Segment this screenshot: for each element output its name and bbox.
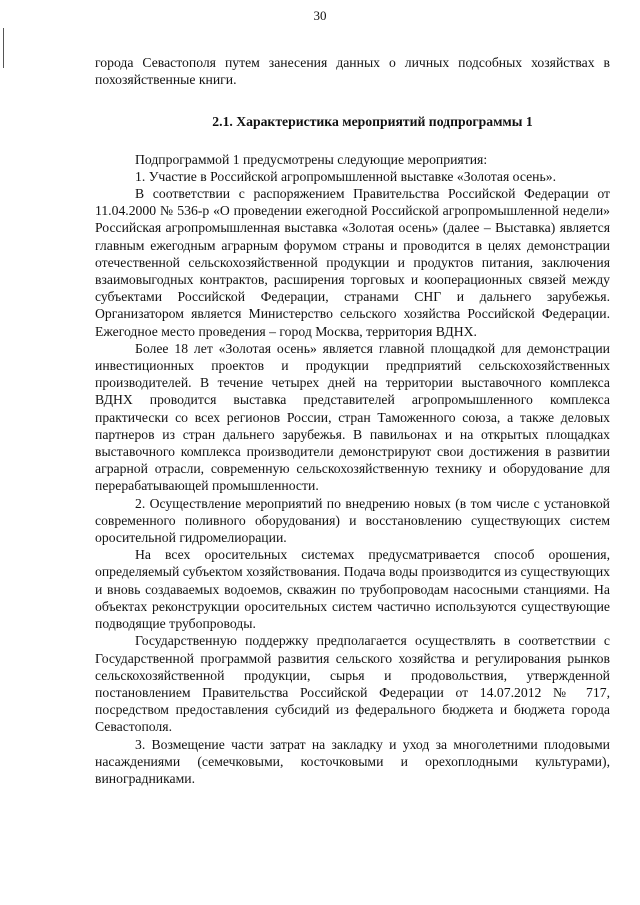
paragraph-exhibition-history: Более 18 лет «Золотая осень» является главной площадкой для демонстрации инвестиционных проектов и продукции предприятий сельскохозяйственных производителей. В течение четырех дней на территории выставочного комплекса ВДНХ проводится выставка представителей агропромышленного комплекса практически со всех регионов России, стран Таможенного союза, а также деловых партнеров из стран дальнего зарубежья. В павильонах и на открытых площадках выставочного комплекса производители демонстрируют свои достижения в развитии аграрной отрасли, современную сельскохозяйственную технику и оборудование для перерабатывающей промышленности. — [95, 340, 610, 494]
paragraph-irrigation: На всех оросительных системах предусматривается способ орошения, определяемый субъектом хозяйствования. Подача воды производится из существующих и вновь создаваемых водоемов, скважин по трубопроводам насосными станциями. На объектах реконструкции оросительных систем частично используются существующие подводящие трубопроводы. — [95, 547, 610, 632]
paragraph-item-3: 3. Возмещение части затрат на закладку и уход за многолетними плодовыми насаждениями (семечковыми, косточковыми и орехоплодными культурами), виноградниками. — [95, 736, 610, 786]
paragraph-item-2: 2. Осуществление мероприятий по внедрению новых (в том числе с установкой современного поливного оборудования) и восстановлению существующих систем оросительной гидромелиорации. — [95, 495, 610, 546]
paragraph-intro: Подпрограммой 1 предусмотрены следующие мероприятия: — [135, 151, 488, 167]
margin-mark — [3, 28, 4, 68]
paragraph-continuation: города Севастополя путем занесения данных о личных подсобных хозяйствах в похозяйственные книги. — [95, 55, 610, 88]
page-number: 30 — [313, 8, 327, 23]
paragraph-state-support: Государственную поддержку предполагается осуществлять в соответствии с Государственной программой развития сельского хозяйства и регулирования рынков сельскохозяйственной продукции, сырья и продовольствия, утвержденной постановлением Правительства Российской Федерации от 14.07.2012 № 717, посредством предоставления субсидий из федерального бюджета и бюджета города Севастополя. — [95, 633, 610, 735]
section-heading: 2.1. Характеристика мероприятий подпрограммы 1 — [212, 114, 533, 130]
paragraph-exhibition-decree: В соответствии с распоряжением Правительства Российской Федерации от 11.04.2000 № 536-р «О проведении ежегодной Российской агропромышленной недели» Российская агропромышленная выставка «Золотая осень» (далее – Выставка) является главным ежегодным аграрным форумом страны и проводится в целях демонстрации отечественной сельскохозяйственной продукции и продуктов питания, заключения взаимовыгодных контрактов, расширения торговых и кооперационных связей между субъектами Российской Федерации, странами СНГ и дальнего зарубежья. Организатором является Министерство сельского хозяйства Российской Федерации. Ежегодное место проведения – город Москва, территория ВДНХ. — [95, 186, 610, 339]
document-body — [95, 54, 610, 787]
paragraph-item-1: 1. Участие в Российской агропромышленной выставке «Золотая осень». — [135, 168, 557, 184]
